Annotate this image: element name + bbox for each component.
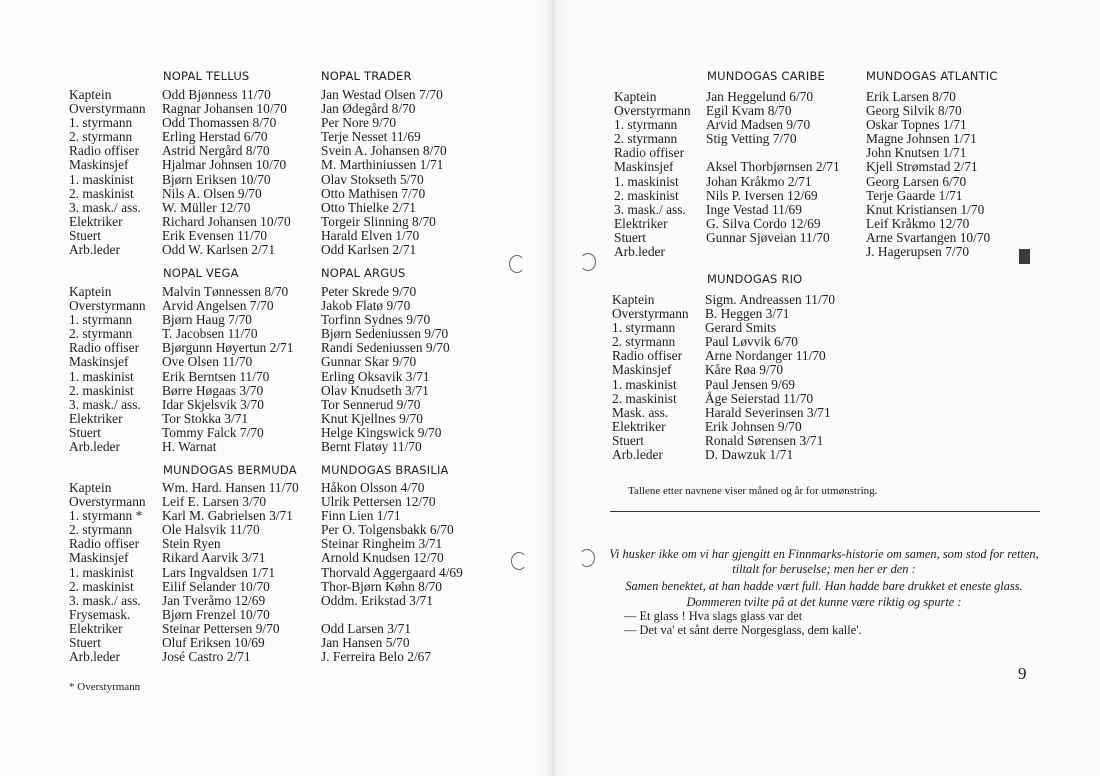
list-item: [706, 245, 840, 259]
divider: [610, 511, 1040, 512]
list-item: Kåre Røa 9/70: [705, 362, 784, 378]
list-item: Harald Severinsen 3/71: [705, 404, 831, 420]
list-item: [321, 608, 463, 622]
list-item: 2. maskinist: [69, 382, 134, 398]
list-item: Tor Sennerud 9/70: [321, 396, 421, 412]
list-item: Elektriker: [69, 410, 123, 426]
list-item: Jan Tveråmo 12/69: [162, 592, 266, 608]
list-item: 3. mask./ ass.: [69, 592, 141, 608]
list-item: Stuert: [69, 635, 101, 651]
list-item: 1. styrmann: [69, 312, 133, 328]
list-item: Erik Berntsen 11/70: [162, 368, 270, 384]
list-item: Radio offiser: [69, 536, 140, 552]
list-item: Arb.leder: [614, 244, 665, 260]
list-item: Stuert: [612, 432, 644, 448]
list-item: Paul Jensen 9/69: [705, 376, 796, 392]
list-item: Arb.leder: [69, 242, 120, 258]
list-item: Magne Johnsen 1/71: [866, 131, 977, 147]
list-item: Wm. Hard. Hansen 11/70: [162, 480, 299, 495]
list-item: John Knutsen 1/71: [866, 145, 967, 161]
list-item: Erling Oksavik 3/71: [321, 368, 430, 384]
list-item: Per O. Tolgensbakk 6/70: [321, 522, 454, 538]
list-item: Bjørn Haug 7/70: [162, 312, 253, 328]
list-item: Ronald Sørensen 3/71: [705, 432, 824, 448]
list-item: Odd Thomassen 8/70: [162, 115, 277, 131]
list-item: Gunnar Skar 9/70: [321, 354, 417, 370]
list-item: Bjørn Frenzel 10/70: [162, 606, 270, 622]
list-item: Randi Sedeniussen 9/70: [321, 340, 450, 356]
list-item: Arb.leder: [69, 439, 120, 455]
rank-column: [69, 88, 146, 257]
list-item: Maskinsjef: [69, 550, 129, 566]
list-item: Nils A. Olsen 9/70: [162, 185, 262, 201]
list-item: Olav Stokseth 5/70: [321, 171, 424, 187]
list-item: Jakob Flatø 9/70: [321, 298, 411, 314]
list-item: 1. maskinist: [612, 376, 677, 392]
ship-header: MUNDOGAS RIO: [707, 272, 803, 286]
list-item: Gerard Smits: [705, 320, 777, 336]
list-item: Kaptein: [69, 284, 112, 299]
list-item: G. Silva Cordo 12/69: [706, 215, 821, 231]
list-item: Arne Nordanger 11/70: [705, 348, 826, 364]
list-item: Ove Olsen 11/70: [162, 354, 253, 370]
list-item: T. Jacobsen 11/70: [162, 326, 258, 342]
rank-column: [612, 293, 689, 462]
list-item: Rikard Aarvik 3/71: [162, 550, 266, 566]
crew-column: [321, 285, 450, 454]
list-item: Radio offiser: [69, 143, 140, 159]
list-item: Kaptein: [612, 292, 655, 307]
list-item: Georg Larsen 6/70: [866, 173, 967, 189]
list-item: 1. styrmann: [612, 320, 676, 336]
ship-header: MUNDOGAS BRASILIA: [321, 463, 449, 477]
list-item: Otto Thielke 2/71: [321, 199, 416, 215]
list-item: M. Marthiniussen 1/71: [321, 157, 444, 173]
page-number: 9: [1018, 664, 1027, 683]
list-item: Peter Skrede 9/70: [321, 284, 417, 299]
list-item: Overstyrmann: [69, 494, 146, 510]
list-item: 2. styrmann: [614, 131, 678, 147]
list-item: 1. maskinist: [614, 173, 679, 189]
list-item: Steinar Pettersen 9/70: [162, 620, 280, 636]
list-item: 1. maskinist: [69, 368, 134, 384]
list-item: Erling Herstad 6/70: [162, 129, 268, 145]
list-item: Odd Karlsen 2/71: [321, 242, 417, 258]
list-item: Oskar Topnes 1/71: [866, 117, 967, 133]
list-item: 3. mask./ ass.: [614, 201, 686, 217]
ship-header: MUNDOGAS BERMUDA: [163, 463, 297, 477]
rank-column: [614, 90, 691, 259]
list-item: Bjørn Sedeniussen 9/70: [321, 326, 449, 342]
list-item: 2. styrmann: [612, 334, 676, 350]
list-item: Richard Johansen 10/70: [162, 213, 291, 229]
ship-header: MUNDOGAS ATLANTIC: [866, 69, 998, 83]
list-item: Sigm. Andreassen 11/70: [705, 292, 836, 307]
list-item: Harald Elven 1/70: [321, 227, 420, 243]
list-item: Knut Kristiansen 1/70: [866, 201, 985, 217]
list-item: J. Hagerupsen 7/70: [866, 244, 970, 260]
list-item: Inge Vestad 11/69: [706, 201, 802, 217]
anecdote-intro: Vi husker ikke om vi har gjengitt en Finnmarks-historie om samen, som stod for retten, tiltalt for beruselse; men her er den :: [609, 547, 1039, 577]
staple-icon: [511, 552, 527, 570]
list-item: Overstyrmann: [614, 103, 691, 119]
list-item: Frysemask.: [69, 606, 131, 622]
list-item: Elektriker: [612, 418, 666, 434]
list-item: Kaptein: [614, 89, 657, 104]
crew-column: [866, 90, 990, 259]
book-spine: [540, 0, 566, 776]
list-item: Kaptein: [69, 87, 112, 102]
list-item: Georg Silvik 8/70: [866, 103, 962, 119]
staple-icon: [580, 253, 596, 271]
list-item: Bjørn Eriksen 10/70: [162, 171, 271, 187]
list-item: — Det va' et sånt derre Norgesglass, dem kalle'.: [624, 623, 862, 638]
footnote: * Overstyrmann: [69, 681, 141, 693]
list-item: Håkon Olsson 4/70: [321, 480, 425, 495]
list-item: 1. maskinist: [69, 564, 134, 580]
list-item: Radio offiser: [612, 348, 683, 364]
list-item: Stuert: [614, 229, 646, 245]
list-item: 2. maskinist: [612, 390, 677, 406]
list-item: [706, 146, 840, 160]
anecdote: [608, 547, 1040, 612]
list-item: Maskinsjef: [614, 159, 674, 175]
staple-icon: [509, 255, 525, 273]
list-item: Stuert: [69, 424, 101, 440]
list-item: Arne Svartangen 10/70: [866, 229, 991, 245]
list-item: Elektriker: [614, 215, 668, 231]
list-item: 3. mask./ ass.: [69, 199, 141, 215]
list-item: Overstyrmann: [612, 306, 689, 322]
list-item: Per Nore 9/70: [321, 115, 397, 131]
list-item: B. Heggen 3/71: [705, 306, 790, 322]
list-item: Leif E. Larsen 3/70: [162, 494, 267, 510]
list-item: Børre Høgaas 3/70: [162, 382, 264, 398]
list-item: Kjell Strømstad 2/71: [866, 159, 978, 175]
list-item: Hjalmar Johnsen 10/70: [162, 157, 287, 173]
list-item: 2. maskinist: [614, 187, 679, 203]
list-item: Arb.leder: [612, 447, 663, 463]
list-item: Odd Bjønness 11/70: [162, 87, 271, 102]
list-item: Arvid Madsen 9/70: [706, 117, 811, 133]
list-item: Odd Larsen 3/71: [321, 620, 411, 636]
list-item: Tommy Falck 7/70: [162, 424, 264, 440]
ship-header: NOPAL TELLUS: [163, 69, 250, 83]
list-item: 3. mask./ ass.: [69, 396, 141, 412]
list-item: Ulrik Pettersen 12/70: [321, 494, 436, 510]
list-item: Stein Ryen: [162, 536, 221, 552]
list-item: Stig Vetting 7/70: [706, 131, 797, 147]
list-item: 1. styrmann: [69, 115, 133, 131]
list-item: Erik Larsen 8/70: [866, 89, 956, 104]
list-item: Ragnar Johansen 10/70: [162, 101, 287, 117]
list-item: Helge Kingswick 9/70: [321, 424, 442, 440]
list-item: Jan Hansen 5/70: [321, 635, 410, 651]
rank-column: [69, 481, 146, 664]
list-item: Malvin Tønnessen 8/70: [162, 284, 289, 299]
ship-header: MUNDOGAS CARIBE: [707, 69, 826, 83]
list-item: Steinar Ringheim 3/71: [321, 536, 443, 552]
list-item: Idar Skjelsvik 3/70: [162, 396, 264, 412]
list-item: 2. styrmann: [69, 522, 133, 538]
list-item: Mask. ass.: [612, 404, 669, 420]
crew-column: [321, 88, 447, 257]
list-item: Svein A. Johansen 8/70: [321, 143, 447, 159]
list-item: Otto Mathisen 7/70: [321, 185, 426, 201]
list-item: 1. styrmann *: [69, 508, 143, 524]
list-item: Egil Kvam 8/70: [706, 103, 792, 119]
rank-column: [69, 285, 146, 454]
list-item: Erik Johnsen 9/70: [705, 418, 802, 434]
list-item: Torfinn Sydnes 9/70: [321, 312, 431, 328]
anecdote-dialog: [624, 608, 862, 636]
list-item: 2. styrmann: [69, 129, 133, 145]
list-item: Åge Seierstad 11/70: [705, 390, 814, 406]
list-item: Erik Evensen 11/70: [162, 227, 268, 243]
list-item: Jan Ødegård 8/70: [321, 101, 416, 117]
list-item: Radio offiser: [69, 340, 140, 356]
list-item: Elektriker: [69, 620, 123, 636]
ship-header: NOPAL ARGUS: [321, 266, 406, 280]
list-item: Karl M. Gabrielsen 3/71: [162, 508, 293, 524]
list-item: Oluf Eriksen 10/69: [162, 635, 265, 651]
list-item: Stuert: [69, 227, 101, 243]
crew-column: [706, 90, 840, 259]
crew-column: [162, 481, 299, 664]
list-item: Gunnar Sjøveian 11/70: [706, 229, 830, 245]
list-item: Terje Nesset 11/69: [321, 129, 421, 145]
list-item: Nils P. Iversen 12/69: [706, 187, 818, 203]
list-item: Overstyrmann: [69, 101, 146, 117]
list-item: Jan Westad Olsen 7/70: [321, 87, 443, 102]
list-item: Oddm. Erikstad 3/71: [321, 592, 433, 608]
ship-header: NOPAL TRADER: [321, 69, 412, 83]
list-item: Bjørgunn Høyertun 2/71: [162, 340, 294, 356]
list-item: Terje Gaarde 1/71: [866, 187, 963, 203]
list-item: Olav Knudseth 3/71: [321, 382, 429, 398]
list-item: Jan Heggelund 6/70: [706, 89, 814, 104]
list-item: Odd W. Karlsen 2/71: [162, 242, 276, 258]
list-item: Paul Løvvik 6/70: [705, 334, 798, 350]
list-item: Johan Kråkmo 2/71: [706, 173, 812, 189]
list-item: 1. maskinist: [69, 171, 134, 187]
list-item: — Et glass ! Hva slags glass var det: [624, 609, 803, 623]
staple-icon: [579, 549, 595, 567]
list-item: Tor Stokka 3/71: [162, 410, 249, 426]
list-item: Arnold Knudsen 12/70: [321, 550, 444, 566]
list-item: Maskinsjef: [612, 362, 672, 378]
list-item: Radio offiser: [614, 145, 685, 161]
list-item: Thor-Bjørn Køhn 8/70: [321, 578, 442, 594]
ship-header: NOPAL VEGA: [163, 266, 239, 280]
crew-column: [162, 88, 291, 257]
crew-column: [321, 481, 463, 664]
list-item: Knut Kjellnes 9/70: [321, 410, 423, 426]
anecdote-body: Samen benektet, at han hadde vært full. Han hadde bare drukket et eneste glass. Dommeren tvilte på at det kunne være riktig og spurte :: [625, 579, 1023, 609]
list-item: Maskinsjef: [69, 354, 129, 370]
list-item: Maskinsjef: [69, 157, 129, 173]
crew-column: [705, 293, 835, 462]
list-item: Elektriker: [69, 213, 123, 229]
list-item: Leif Kråkmo 12/70: [866, 215, 970, 231]
list-item: Arb.leder: [69, 649, 120, 665]
list-item: Thorvald Aggergaard 4/69: [321, 564, 463, 580]
list-item: Overstyrmann: [69, 298, 146, 314]
list-item: Eilif Selander 10/70: [162, 578, 270, 594]
list-item: Bernt Flatøy 11/70: [321, 439, 422, 455]
stamp-mark: [1019, 249, 1030, 264]
list-item: 2. styrmann: [69, 326, 133, 342]
list-item: J. Ferreira Belo 2/67: [321, 649, 432, 665]
crew-column: [162, 285, 293, 454]
list-item: José Castro 2/71: [162, 649, 251, 665]
list-item: Aksel Thorbjørnsen 2/71: [706, 159, 840, 175]
list-item: Torgeir Slinning 8/70: [321, 213, 436, 229]
list-item: Finn Lien 1/71: [321, 508, 401, 524]
list-item: 2. maskinist: [69, 185, 134, 201]
list-item: D. Dawzuk 1/71: [705, 447, 794, 463]
list-item: Ole Halsvik 11/70: [162, 522, 260, 538]
list-item: 2. maskinist: [69, 578, 134, 594]
list-item: H. Warnat: [162, 439, 217, 455]
list-item: Arvid Angelsen 7/70: [162, 298, 274, 314]
list-item: Astrid Nergård 8/70: [162, 143, 270, 159]
list-item: W. Müller 12/70: [162, 199, 251, 215]
list-item: Kaptein: [69, 480, 112, 495]
explanatory-note: Tallene etter navnene viser måned og år for utmønstring.: [628, 485, 878, 497]
list-item: Lars Ingvaldsen 1/71: [162, 564, 276, 580]
list-item: 1. styrmann: [614, 117, 678, 133]
